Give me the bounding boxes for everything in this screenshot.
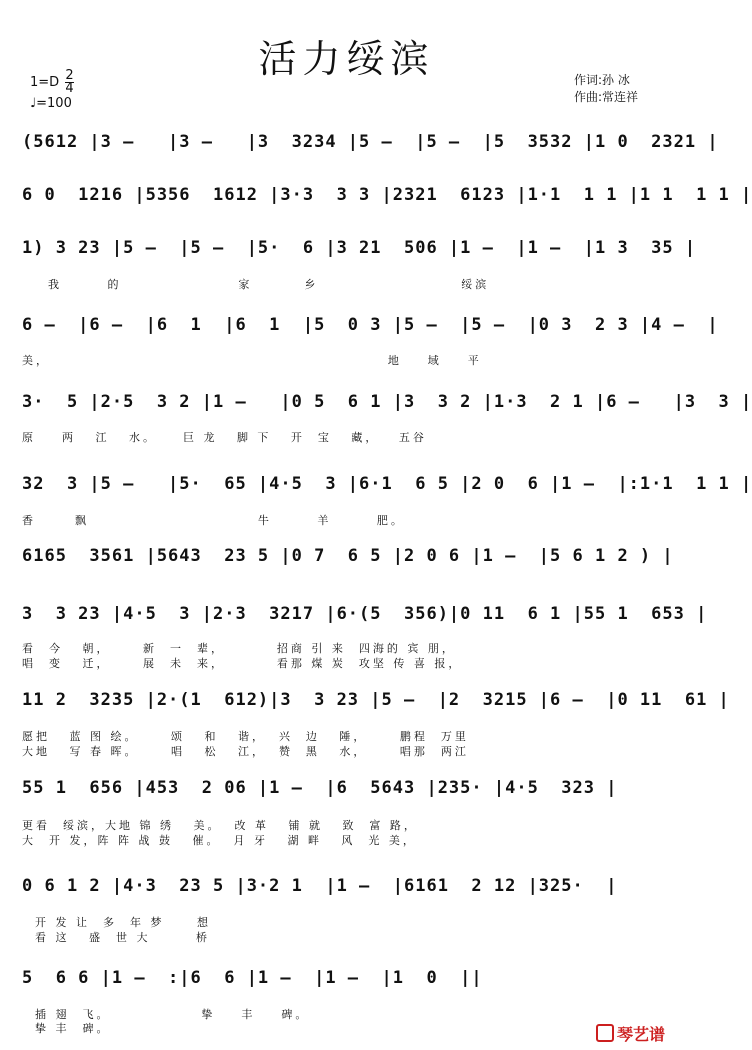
lyric-line-11b: 看 这 盛 世 大 桥 bbox=[22, 931, 210, 944]
lyric-line-3a: 我 的 家 乡 绥滨 bbox=[22, 278, 490, 291]
lyric-line-8b: 唱 变 迁， 展 未 来， 看那 煤 炭 攻坚 传 喜 报， bbox=[22, 657, 463, 670]
score-line-11: 0 6 1 2 |4·3 23 5 |3·2 1 |1 – |6161 2 12 |325· | bbox=[22, 876, 618, 896]
time-signature bbox=[65, 70, 73, 95]
lyric-line-10b: 大 开 发，阵 阵 战 鼓 催。 月 牙 湖 畔 风 光 美， bbox=[22, 834, 417, 847]
composer-credit: 作曲:常连祥 bbox=[574, 90, 639, 104]
score-line-1: (5612 |3 – |3 – |3 3234 |5 – |5 – |5 3532 |1 0 2321 | bbox=[22, 132, 719, 152]
time-signature-top: 2 bbox=[65, 68, 74, 83]
lyric-line-6a: 香 飘 牛 羊 肥。 bbox=[22, 514, 405, 527]
score-line-9: 11 2 3235 |2·(1 612)|3 3 23 |5 – |2 3215 |6 – |0 11 61 | bbox=[22, 690, 730, 710]
lyric-line-8a: 看 今 朝， 新 一 辈， 招商 引 来 四海的 宾 朋， bbox=[22, 642, 456, 655]
score-line-10: 55 1 656 |453 2 06 |1 – |6 5643 |235· |4·5 323 | bbox=[22, 778, 618, 798]
score-line-2: 6 0 1216 |5356 1612 |3·3 3 3 |2321 6123 |1·1 1 1 |1 1 1 1 | bbox=[22, 185, 752, 205]
score-line-3: 1) 3 23 |5 – |5 – |5· 6 |3 21 506 |1 – |1 – |1 3 35 | bbox=[22, 238, 697, 258]
song-title: 活力绥滨 bbox=[258, 37, 435, 81]
key-tempo-block bbox=[30, 70, 74, 113]
score-line-7: 6165 3561 |5643 23 5 |0 7 6 5 |2 0 6 |1 – |5 6 1 2 ) | bbox=[22, 546, 674, 566]
score-line-5: 3· 5 |2·5 3 2 |1 – |0 5 6 1 |3 3 2 |1·3 2 1 |6 – |3 3 | bbox=[22, 392, 752, 412]
brand-logo-icon bbox=[596, 1024, 614, 1042]
score-line-8: 3 3 23 |4·5 3 |2·3 3217 |6·(5 356)|0 11 6 1 |55 1 653 | bbox=[22, 604, 708, 624]
brand-logo bbox=[596, 1022, 665, 1045]
lyric-line-5a: 原 两 江 水。 巨 龙 脚 下 开 宝 藏， 五谷 bbox=[22, 431, 427, 444]
lyric-line-10a: 更看 绥滨，大地 锦 绣 美。 改 革 铺 就 致 富 路， bbox=[22, 819, 418, 832]
score-line-6: 32 3 |5 – |5· 65 |4·5 3 |6·1 6 5 |2 0 6 |1 – |:1·1 1 1 | bbox=[22, 474, 752, 494]
tempo-mark: ♩=100 bbox=[30, 96, 72, 111]
lyric-line-12a: 插 翅 飞。 挚 丰 碑。 bbox=[22, 1008, 310, 1021]
score-line-12: 5 6 6 |1 – :|6 6 |1 – |1 – |1 0 || bbox=[22, 968, 483, 988]
lyric-line-9b: 大地 写 春 晖。 唱 松 江， 赞 黑 水， 唱那 两江 bbox=[22, 745, 469, 758]
credits-block bbox=[574, 72, 638, 106]
lyric-line-11a: 开 发 让 多 年 梦 想 bbox=[22, 916, 211, 929]
brand-name: 琴艺谱 bbox=[617, 1025, 666, 1044]
lyric-line-9a: 愿把 蓝 图 绘。 颂 和 谐， 兴 边 陲， 鹏程 万里 bbox=[22, 730, 469, 743]
lyricist-credit: 作词:孙 冰 bbox=[574, 73, 630, 87]
key-signature bbox=[30, 70, 74, 95]
time-signature-bottom: 4 bbox=[65, 81, 74, 96]
lyric-line-4a: 美， 地 域 平 bbox=[22, 354, 482, 367]
lyric-line-12b: 挚 丰 碑。 bbox=[22, 1022, 111, 1035]
score-line-4: 6 – |6 – |6 1 |6 1 |5 0 3 |5 – |5 – |0 3 2 3 |4 – | bbox=[22, 315, 719, 335]
key-label: 1=D bbox=[30, 75, 60, 90]
